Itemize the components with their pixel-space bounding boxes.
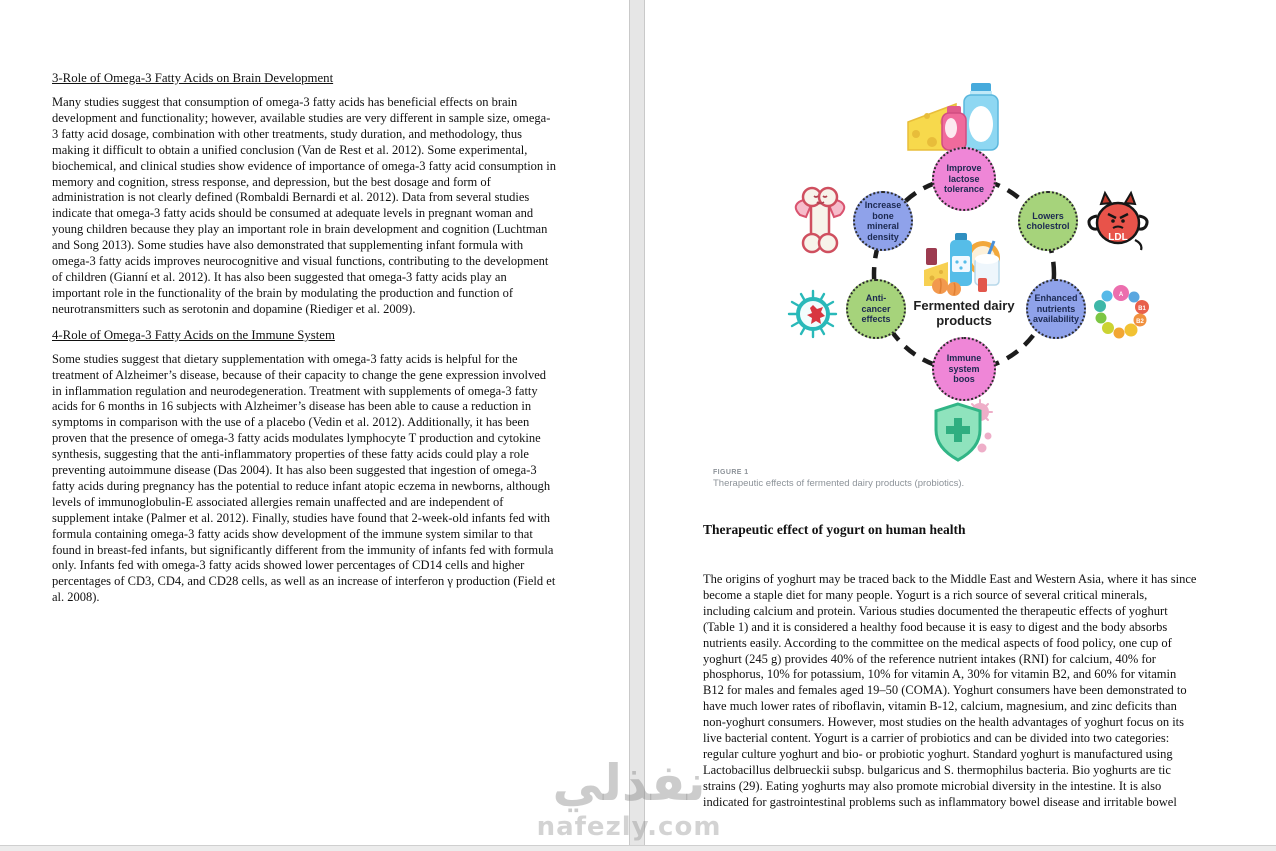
figure-caption-label: FIGURE 1 <box>713 469 749 476</box>
svg-text:B1: B1 <box>1138 306 1146 312</box>
ldl-devil-icon <box>1085 190 1151 252</box>
node-label: Anti-cancer effects <box>861 293 891 325</box>
figure-1-diagram <box>745 80 1175 470</box>
page-2 <box>645 0 1276 845</box>
page-gap <box>629 0 645 845</box>
svg-text:B2: B2 <box>1136 319 1144 325</box>
section-body-yogurt-health: The origins of yoghurt may be traced back to the Middle East and Western Asia, where it has since become a staple diet for many people. Yogurt is a rich source of several critical minerals, including calcium and protein. Various studies documented the therapeutic effects of yoghurt (Table 1) and it is considered a healthy food because it is easy to digest and the body absorbs nutrients easily. According to the committee on the medical aspects of food policy, one cup of yoghurt (245 g) provides 40% of the reference nutrient intakes (RNI) for calcium, 40% for phosphorus, 10% for potassium, 10% for vitamin A, 30% for vitamin B2, and 60% for vitamin B12 for males and females aged 19–50 (COMA). Yoghurt consumers have been demonstrated to have much lower rates of riboflavin, vitamin B-12, calcium, magnesium, and zinc deficits than non-yoghurt consumers. However, most studies on the health advantages of yoghurt focus on its live bacterial content. Yogurt is a carrier of probiotics and can be divided into two categories: regular culture yoghurt and bio- or probiotic yoghurt. Standard yoghurt is manufactured using Lactobacillus delbrueckii subsp. bulgaricus and S. thermophilus bacteria. Bio yoghurts are tic strains (29). Eating yoghurts may also promote microbial diversity in the intestine. It is also indicated for gastrointestinal problems such as inflammatory bowel disease and irritable bowel <box>703 572 1197 809</box>
vitamins-ring-icon <box>1090 283 1152 341</box>
node-immune-system-boost <box>932 337 996 401</box>
horizontal-scrollbar[interactable] <box>0 845 1276 851</box>
node-label: Lowers cholestrol <box>1026 210 1070 231</box>
node-increase-bone-mineral-density <box>853 191 913 251</box>
section-body-immune-system: Some studies suggest that dietary supplementation with omega-3 fatty acids is helpful for the treatment of Alzheimer’s disease, because of their capacity to change the gene expression involved in inflammation regulation and neurodegeneration. Treatment with supplements of omega-3 fatty acids for 6 months in 16 subjects with Alzheimer’s disease has been able to cause a reduction in symptoms in comparison with the use of a placebo (Vedin et al. 2012). Additionally, it has been proven that the presence of omega-3 fatty acids modulates lymphocyte T production and cytokine synthesis, suggesting that the anti-inflammatory properties of these fatty acids could play a role preventing autoimmune disease (Das 2004). It has also been suggested that ingestion of omega-3 fatty acids during pregnancy has the potential to reduce infant atopic eczema in newborns, although levels of immunoglobulin-E associated allergies remain unaffected and are independent of supplement intake (Palmer et al. 2012). Finally, studies have found that 2-week-old infants fed with formula containing omega-3 fatty acids show development of the immune system similar to that found in breast-fed infants, but significantly different from the immunity of infants fed with formula only. Infants fed with omega-3 fatty acids showed lower percentages of CD14 cells and higher percentages of CD3, CD4, and CD28 cells, as well as an increase of interferon γ production (Field et al. 2008). <box>52 351 556 605</box>
page-1-content <box>52 70 556 615</box>
immune-shield-icon <box>930 398 996 466</box>
watermark-arabic-text: نفذلي <box>552 754 706 812</box>
figure-caption <box>713 469 1133 489</box>
cancer-virus-icon <box>785 286 841 344</box>
strong-bone-icon <box>790 185 850 255</box>
node-label: Immune system boos <box>946 353 982 385</box>
page-1 <box>0 0 629 845</box>
section-heading-brain-development: 3-Role of Omega-3 Fatty Acids on Brain Development <box>52 71 334 85</box>
section-body-brain-development: Many studies suggest that consumption of omega-3 fatty acids has beneficial effects on brain development and functionality; however, available studies are very different in sample size, omega-3 fatty acid dosage, combination with other treatments, study duration, and methodology, thus making it difficult to obtain a unified conclusion (Van de Rest et al. 2012). Some experimental, biochemical, and clinical studies show evidence of importance of omega-3 fatty acid consumption in memory and cognition, stress response, and depression, but the best dosage and form of administration is not clearly defined (Rombaldi Bernardi et al. 2012). Data from several studies indicate that omega-3 fatty acids should be consumed at adequate levels in pregnant woman and young children because they play an important role in brain development and cognition (Luchtman and Song 2013). Some studies have also demonstrated that supplementing infant formula with omega-3 fatty acids improves neurocognitive and visual functions, contributing to the development of children (Gianní et al. 2012). It has also been suggested that omega-3 fatty acids play an important role in the functionality of the brain by modulating the production and function of neurotransmitters such as serotonin and dopamine (Riediger et al. 2009). <box>52 95 557 316</box>
node-label: Improve lactose tolerance <box>943 163 985 195</box>
svg-text:A: A <box>1118 292 1124 298</box>
dairy-products-icon <box>900 80 1010 155</box>
figure-caption-text: Therapeutic effects of fermented dairy products (probiotics). <box>713 478 965 489</box>
section-heading-immune-system: 4-Role of Omega-3 Fatty Acids on the Immune System <box>52 327 335 342</box>
watermark-domain-text: nafezly.com <box>536 812 722 842</box>
node-label: Enhanced nutrients availability <box>1032 293 1080 325</box>
node-improve-lactose-tolerance <box>932 147 996 211</box>
fermented-dairy-illustration <box>920 228 1010 298</box>
node-label: Increase bone mineral density <box>864 200 902 242</box>
node-lowers-cholestrol <box>1018 191 1078 251</box>
svg-text:LDL: LDL <box>1108 232 1128 243</box>
figure-center-label: Fermented dairy products <box>913 298 1015 328</box>
section-heading-yogurt-health: Therapeutic effect of yogurt on human health <box>703 522 966 537</box>
